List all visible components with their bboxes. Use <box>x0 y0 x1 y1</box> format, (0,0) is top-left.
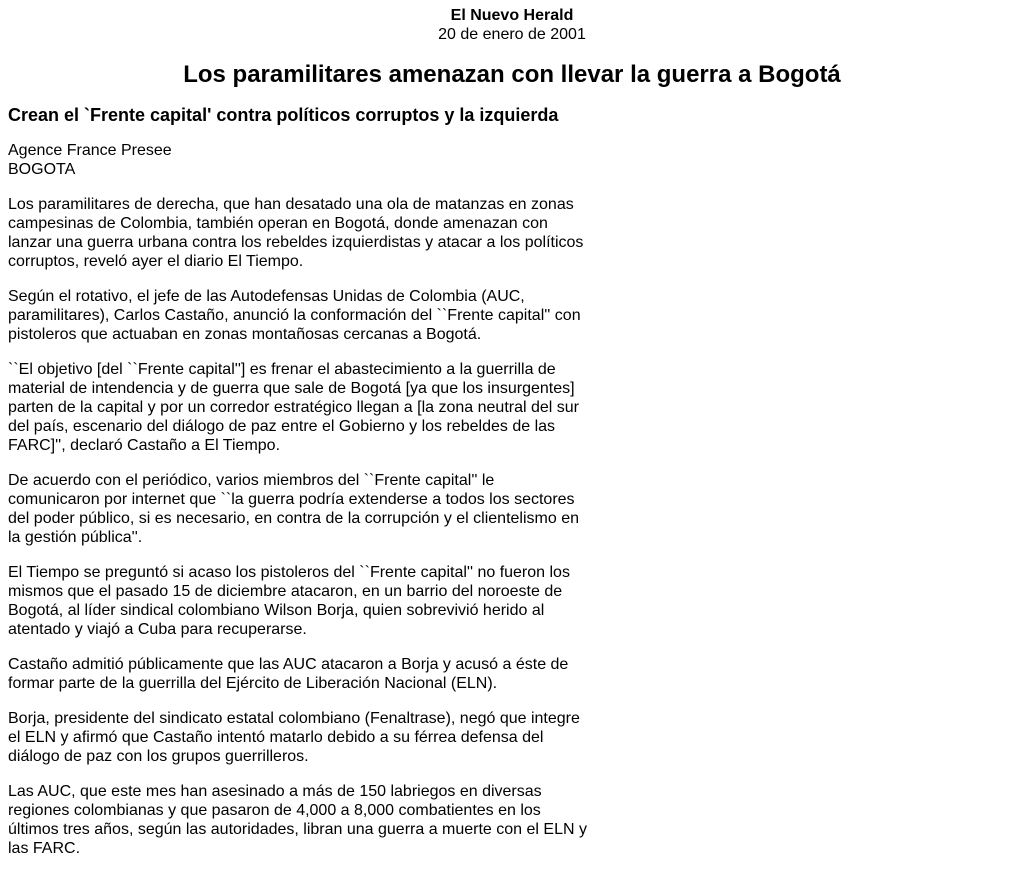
dateline-location: BOGOTA <box>8 161 76 178</box>
article-subhead: Crean el `Frente capital' contra políticos corruptos y la izquierda <box>8 105 559 125</box>
article-paragraph: Según el rotativo, el jefe de las Autodefensas Unidas de Colombia (AUC, paramilitares), Carlos Castaño, anunció la conformación del ``Frente capital'' con pistoleros que actuaban en zonas montañosas cercanas a Bogotá. <box>8 288 581 343</box>
byline <box>8 141 588 179</box>
article-body <box>8 104 588 874</box>
paper-name: El Nuevo Herald <box>450 7 574 24</box>
article-paragraph: Las AUC, que este mes han asesinado a más de 150 labriegos en diversas regiones colombianas y que pasaron de 4,000 a 8,000 combatientes en los últimos tres años, según las autoridades, libran una guerra a muerte con el ELN y las FARC. <box>8 783 587 857</box>
article-paragraph: Borja, presidente del sindicato estatal colombiano (Fenaltrase), negó que integre el ELN y afirmó que Castaño intentó matarlo debido a su férrea defensa del diálogo de paz con los grupos guerrilleros. <box>8 710 580 765</box>
article-paragraph: Los paramilitares de derecha, que han desatado una ola de matanzas en zonas campesinas de Colombia, también operan en Bogotá, donde amenazan con lanzar una guerra urbana contra los rebeldes izquierdistas y atacar a los políticos corruptos, reveló ayer el diario El Tiempo. <box>8 196 584 270</box>
article-paragraph: De acuerdo con el periódico, varios miembros del ``Frente capital'' le comunicaron por internet que ``la guerra podría extenderse a todos los sectores del poder público, si es necesario, en contra de la corrupción y el clientelismo en la gestión pública''. <box>8 472 579 546</box>
article-paragraph: El Tiempo se preguntó si acaso los pistoleros del ``Frente capital'' no fueron los mismos que el pasado 15 de diciembre atacaron, en un barrio del noroeste de Bogotá, al líder sindical colombiano Wilson Borja, quien sobrevivió herido al atentado y viajó a Cuba para recuperarse. <box>8 564 570 638</box>
article-paragraph: Castaño admitió públicamente que las AUC atacaron a Borja y acusó a éste de formar parte de la guerrilla del Ejército de Liberación Nacional (ELN). <box>8 656 569 692</box>
masthead <box>0 0 1024 44</box>
publication-date: 20 de enero de 2001 <box>438 26 586 43</box>
article-headline: Los paramilitares amenazan con llevar la guerra a Bogotá <box>183 61 841 88</box>
article-paragraph: ``El objetivo [del ``Frente capital''] es frenar el abastecimiento a la guerrilla de material de intendencia y de guerra que sale de Bogotá [ya que los insurgentes] parten de la capital y por un corredor estratégico llegan a [la zona neutral del sur del país, escenario del diálogo de paz entre el Gobierno y los rebeldes de las FARC]'', declaró Castaño a El Tiempo. <box>8 361 580 454</box>
agency-name: Agence France Presee <box>8 142 172 159</box>
